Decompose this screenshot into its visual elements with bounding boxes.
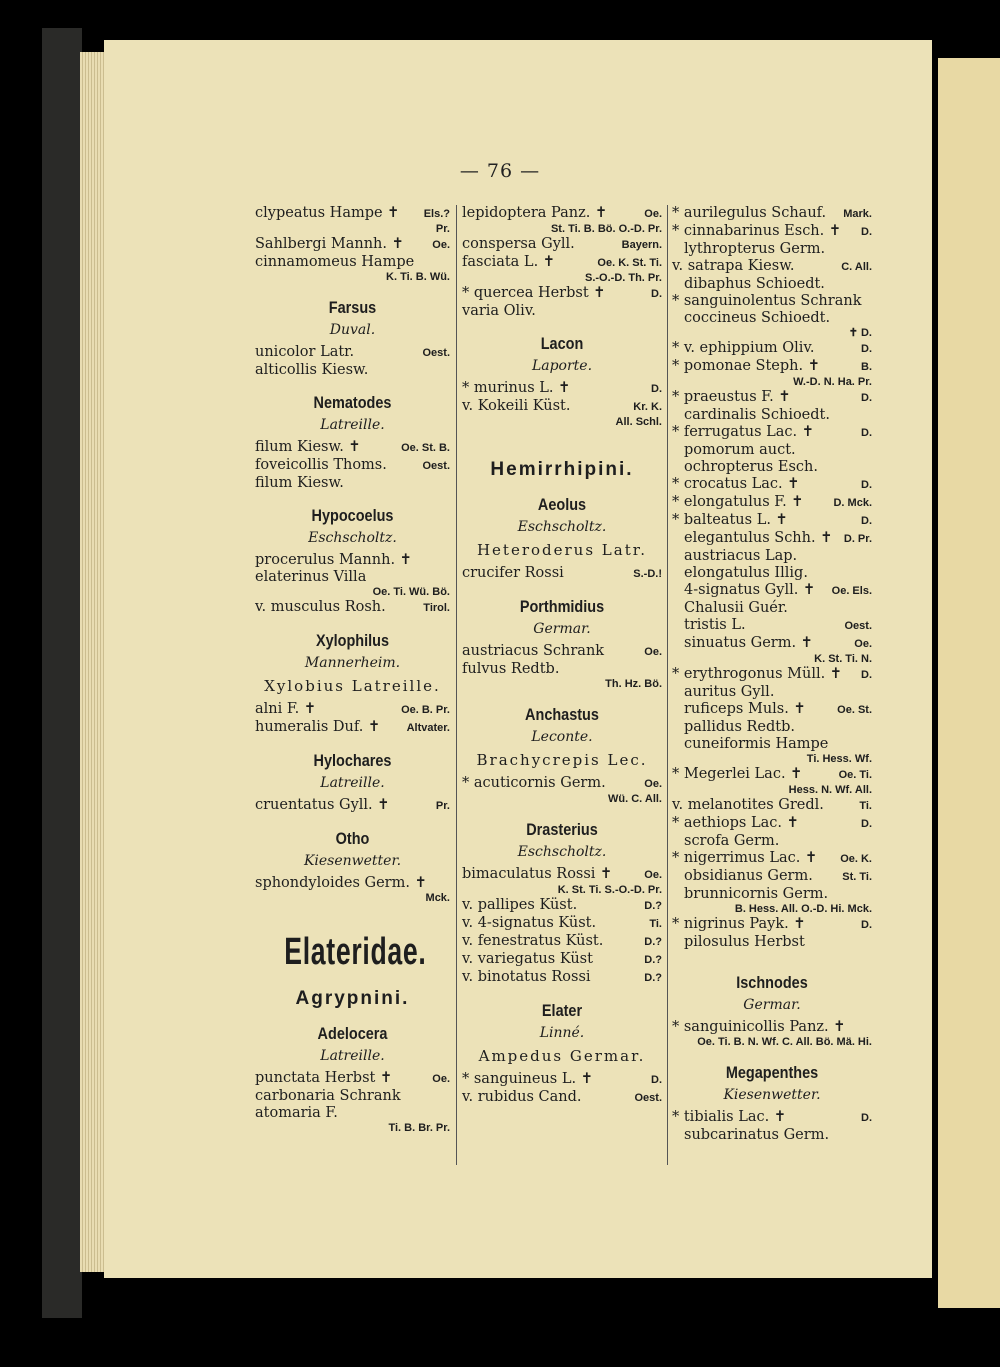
distribution: Ti.	[649, 918, 662, 930]
column-2	[462, 205, 662, 1107]
species-list	[255, 552, 450, 617]
genus-heading: Elater	[541, 1001, 583, 1020]
distribution: Oest.	[844, 620, 872, 632]
genus-synonym: Heteroderus Latr.	[476, 541, 648, 559]
distribution-line: Oe. Ti. B. N. Wf. C. All. Bö. Mä. Hi.	[697, 1036, 872, 1048]
species-name: lythropterus Germ.	[684, 241, 826, 257]
genus-author: Linné.	[539, 1025, 585, 1041]
species-entry	[672, 916, 872, 934]
species-entry	[672, 815, 872, 833]
species-entry	[255, 719, 450, 737]
column-rule	[667, 205, 668, 1165]
species-name: * v. ephippium Oliv.	[672, 340, 815, 356]
distribution: Ti.	[859, 800, 872, 812]
species-name: elongatulus Illig.	[684, 565, 808, 581]
species-entry	[672, 1019, 872, 1036]
species-name: cinnamomeus Hampe	[255, 254, 415, 270]
species-name: v. 4-signatus Küst.	[462, 915, 597, 931]
species-name: foveicollis Thoms.	[255, 457, 387, 473]
species-name: fulvus Redtb.	[462, 661, 560, 677]
species-name: * crocatus Lac. ✝	[672, 476, 800, 492]
species-name: * nigrinus Payk. ✝	[672, 916, 806, 932]
species-entry	[672, 548, 872, 565]
species-name: procerulus Mannh. ✝	[255, 552, 412, 568]
species-entry	[462, 933, 662, 951]
distribution-line: B. Hess. All. O.-D. Hi. Mck.	[734, 903, 872, 915]
species-name: obsidianus Germ.	[684, 868, 813, 884]
species-entry	[255, 1070, 450, 1088]
species-name: clypeatus Hampe ✝	[255, 205, 400, 221]
species-list	[672, 1019, 872, 1049]
distribution-line: K. St. Ti. S.-O.-D. Pr.	[557, 884, 662, 896]
species-name: subcarinatus Germ.	[684, 1127, 830, 1143]
genus-author: Latreille.	[320, 1048, 385, 1064]
distribution: Oest.	[634, 1092, 662, 1104]
distribution: Oe. B. Pr.	[401, 704, 450, 716]
species-name: ruficeps Muls. ✝	[684, 701, 806, 717]
species-name: filum Kiesw.	[255, 475, 344, 491]
species-name: * cinnabarinus Esch. ✝	[672, 223, 842, 239]
species-list	[462, 380, 662, 429]
species-entry	[462, 205, 662, 223]
species-entry	[462, 866, 662, 884]
distribution: D.	[861, 515, 872, 527]
genus-heading: Farsus	[328, 298, 377, 317]
species-name: cruentatus Gyll. ✝	[255, 797, 390, 813]
species-entry	[462, 380, 662, 398]
species-name: v. Kokeili Küst.	[462, 398, 571, 414]
species-entry	[672, 635, 872, 653]
distribution: Oe. St.	[837, 704, 872, 716]
species-entry	[255, 439, 450, 457]
distribution: D.	[651, 383, 662, 395]
species-list	[255, 439, 450, 492]
species-entry	[672, 565, 872, 582]
species-entry	[672, 310, 872, 327]
species-entry	[255, 236, 450, 254]
genus-heading: Adelocera	[317, 1024, 388, 1043]
distribution: D. Pr.	[843, 533, 872, 545]
species-entry	[672, 241, 872, 258]
distribution: Mark.	[843, 208, 872, 220]
genus-author: Duval.	[329, 322, 376, 338]
species-name: v. melanotites Gredl.	[672, 797, 824, 813]
species-entry	[672, 512, 872, 530]
distribution: C. All.	[841, 261, 872, 273]
genus-heading: Porthmidius	[519, 597, 605, 616]
species-name: v. rubidus Cand.	[462, 1089, 582, 1105]
distribution: D.?	[644, 900, 662, 912]
species-entry	[672, 442, 872, 459]
species-entry	[672, 223, 872, 241]
species-name: * aethiops Lac. ✝	[672, 815, 799, 831]
species-entry	[462, 1089, 662, 1107]
distribution: D.	[651, 1074, 662, 1086]
distribution: D.	[861, 818, 872, 830]
distribution-line: Oe. Ti. Wü. Bö.	[372, 586, 450, 598]
distribution: Oe. Ti.	[838, 769, 872, 781]
species-name: v. variegatus Küst	[462, 951, 593, 967]
species-name: * nigerrimus Lac. ✝	[672, 850, 818, 866]
species-name: 4-signatus Gyll. ✝	[684, 582, 816, 598]
species-entry	[672, 205, 872, 223]
distribution-line: Wü. C. All.	[608, 793, 662, 805]
species-entry	[255, 475, 450, 492]
page-number: — 76 —	[459, 160, 541, 182]
distribution-line: W.-D. N. Ha. Pr.	[793, 376, 872, 388]
distribution: D.?	[644, 936, 662, 948]
species-entry	[462, 303, 662, 320]
species-name: v. fenestratus Küst.	[462, 933, 604, 949]
distribution: D. Mck.	[833, 497, 872, 509]
distribution: Pr.	[435, 800, 450, 812]
distribution-line: St. Ti. B. Bö. O.-D. Pr.	[550, 223, 662, 235]
distribution: D.	[861, 1112, 872, 1124]
genus-heading: Ischnodes	[736, 973, 808, 992]
distribution: B.	[861, 361, 872, 373]
distribution: D.	[861, 479, 872, 491]
distribution: Kr. K.	[633, 401, 662, 413]
species-name: elegantulus Schh. ✝	[684, 530, 833, 546]
species-name: varia Oliv.	[462, 303, 536, 319]
species-list	[462, 565, 662, 583]
species-name: punctata Herbst ✝	[255, 1070, 393, 1086]
distribution-line: K. St. Ti. N.	[814, 653, 872, 665]
genus-synonym: Ampedus Germar.	[478, 1047, 646, 1065]
species-name: * balteatus L. ✝	[672, 512, 788, 528]
distribution: Oe.	[432, 1073, 450, 1085]
species-entry	[672, 476, 872, 494]
species-entry	[672, 850, 872, 868]
genus-author: Eschscholtz.	[308, 530, 397, 546]
distribution: Bayern.	[621, 239, 662, 251]
species-name: elaterinus Villa	[255, 569, 367, 585]
distribution: Oe.	[644, 208, 662, 220]
species-entry	[672, 868, 872, 886]
distribution: Tirol.	[423, 602, 450, 614]
species-name: pilosulus Herbst	[684, 934, 805, 950]
species-entry	[255, 797, 450, 815]
genus-heading: Drasterius	[526, 820, 598, 839]
species-name: fasciata L. ✝	[462, 254, 555, 270]
species-name: atomaria F.	[255, 1105, 338, 1121]
species-entry	[672, 617, 872, 635]
distribution: Altvater.	[406, 722, 450, 734]
distribution: D.	[861, 919, 872, 931]
species-name: coccineus Schioedt.	[684, 310, 831, 326]
distribution: Oe. St. B.	[401, 442, 450, 454]
genus-synonym: Brachycrepis Lec.	[476, 751, 648, 769]
species-entry	[255, 569, 450, 586]
species-entry	[462, 775, 662, 793]
species-entry	[672, 276, 872, 293]
species-name: pallidus Redtb.	[684, 719, 796, 735]
species-name: * tibialis Lac. ✝	[672, 1109, 786, 1125]
species-entry	[672, 424, 872, 442]
species-entry	[462, 897, 662, 915]
species-entry	[672, 293, 872, 310]
species-name: carbonaria Schrank	[255, 1088, 401, 1104]
species-entry	[672, 886, 872, 903]
species-name: cuneiformis Hampe	[684, 736, 829, 752]
distribution: Oe. K.	[840, 853, 872, 865]
species-entry	[672, 701, 872, 719]
species-name: dibaphus Schioedt.	[684, 276, 825, 292]
species-list	[255, 344, 450, 379]
species-list	[462, 775, 662, 806]
distribution: D.	[861, 669, 872, 681]
species-name: * pomonae Steph. ✝	[672, 358, 820, 374]
species-entry	[672, 358, 872, 376]
species-entry	[672, 258, 872, 276]
species-name: bimaculatus Rossi ✝	[462, 866, 613, 882]
species-name: * sanguinolentus Schrank	[672, 293, 862, 309]
species-name: conspersa Gyll.	[462, 236, 575, 252]
species-list	[255, 205, 450, 284]
distribution: D.	[651, 288, 662, 300]
species-name: * acuticornis Germ.	[462, 775, 606, 791]
species-entry	[255, 205, 450, 223]
species-list	[462, 205, 662, 320]
species-entry	[255, 1105, 450, 1122]
species-entry	[672, 389, 872, 407]
species-entry	[672, 1109, 872, 1127]
distribution-line: Ti. B. Br. Pr.	[388, 1122, 450, 1134]
species-name: v. binotatus Rossi	[462, 969, 591, 985]
species-name: * aurilegulus Schauf.	[672, 205, 827, 221]
species-name: Chalusii Guér.	[684, 600, 788, 616]
species-name: brunnicornis Germ.	[684, 886, 829, 902]
species-entry	[672, 766, 872, 784]
species-entry	[462, 285, 662, 303]
species-entry	[672, 459, 872, 476]
species-name: cardinalis Schioedt.	[684, 407, 830, 423]
distribution-line: Ti. Hess. Wf.	[806, 753, 872, 765]
species-entry	[672, 407, 872, 424]
species-list	[672, 205, 872, 951]
genus-author: Eschscholtz.	[517, 519, 607, 535]
distribution: D.?	[644, 972, 662, 984]
genus-heading: Lacon	[540, 334, 584, 353]
genus-author: Mannerheim.	[304, 655, 401, 671]
distribution: Oe.	[644, 869, 662, 881]
species-name: ochropterus Esch.	[684, 459, 818, 475]
species-list	[255, 1070, 450, 1135]
distribution: D.	[861, 427, 872, 439]
genus-heading: Aeolus	[537, 495, 587, 514]
genus-author: Laporte.	[531, 358, 593, 374]
species-entry	[255, 362, 450, 379]
species-name: sinuatus Germ. ✝	[684, 635, 813, 651]
distribution-line: Hess. N. Wf. All.	[788, 784, 872, 796]
distribution: Oe. Els.	[831, 585, 872, 597]
species-list	[255, 797, 450, 815]
facing-page	[938, 58, 1000, 1308]
distribution-line: S.-O.-D. Th. Pr.	[584, 272, 662, 284]
distribution: D.	[861, 226, 872, 238]
distribution: D.?	[644, 954, 662, 966]
genus-author: Latreille.	[320, 417, 385, 433]
species-name: v. pallipes Küst.	[462, 897, 578, 913]
species-name: * murinus L. ✝	[462, 380, 571, 396]
distribution: S.-D.!	[633, 568, 662, 580]
distribution-line: Mck.	[425, 892, 450, 904]
column-1	[255, 205, 450, 1135]
species-entry	[462, 915, 662, 933]
species-name: auritus Gyll.	[684, 684, 775, 700]
species-name: Sahlbergi Mannh. ✝	[255, 236, 404, 252]
family-heading: Elateridae.	[284, 931, 427, 973]
species-name: * sanguineus L. ✝	[462, 1071, 593, 1087]
species-name: austriacus Lap.	[684, 548, 798, 564]
species-list	[255, 875, 450, 905]
species-entry	[672, 340, 872, 358]
species-entry	[255, 1088, 450, 1105]
distribution: Oe.	[854, 638, 872, 650]
genus-heading: Hylochares	[313, 751, 392, 770]
species-entry	[672, 833, 872, 850]
genus-author: Eschscholtz.	[517, 844, 607, 860]
species-name: humeralis Duf. ✝	[255, 719, 381, 735]
distribution: Oest.	[422, 460, 450, 472]
species-entry	[672, 582, 872, 600]
species-entry	[255, 875, 450, 892]
distribution-line: ✝ D.	[848, 327, 872, 339]
species-entry	[462, 969, 662, 987]
species-entry	[255, 344, 450, 362]
tribe-heading: Hemirrhipini.	[490, 459, 634, 480]
species-entry	[672, 934, 872, 951]
species-list	[672, 1109, 872, 1144]
species-entry	[672, 1127, 872, 1144]
species-name: * Megerlei Lac. ✝	[672, 766, 803, 782]
distribution: Oest.	[422, 347, 450, 359]
species-entry	[672, 797, 872, 815]
genus-author: Latreille.	[320, 775, 385, 791]
distribution: D.	[861, 343, 872, 355]
species-list	[462, 643, 662, 691]
species-list	[255, 701, 450, 737]
species-name: * ferrugatus Lac. ✝	[672, 424, 814, 440]
column-3	[672, 205, 872, 1144]
species-entry	[672, 736, 872, 753]
column-rule	[456, 205, 457, 1165]
genus-heading: Hypocoelus	[311, 506, 394, 525]
species-entry	[462, 236, 662, 254]
species-entry	[672, 530, 872, 548]
species-entry	[672, 600, 872, 617]
species-entry	[462, 565, 662, 583]
species-name: * sanguinicollis Panz. ✝	[672, 1019, 846, 1035]
species-name: unicolor Latr.	[255, 344, 355, 360]
species-entry	[255, 701, 450, 719]
species-name: v. satrapa Kiesw.	[672, 258, 795, 274]
distribution: Els.?	[423, 208, 450, 220]
species-entry	[462, 661, 662, 678]
distribution: Oe. K. St. Ti.	[597, 257, 662, 269]
distribution: D.	[861, 392, 872, 404]
species-entry	[672, 666, 872, 684]
species-name: * praeustus F. ✝	[672, 389, 791, 405]
distribution: Oe.	[644, 646, 662, 658]
species-name: alticollis Kiesw.	[255, 362, 369, 378]
species-name: lepidoptera Panz. ✝	[462, 205, 608, 221]
species-entry	[462, 398, 662, 416]
species-entry	[462, 951, 662, 969]
species-name: * erythrogonus Müll. ✝	[672, 666, 842, 682]
genus-author: Kiesenwetter.	[723, 1087, 821, 1103]
species-name: * quercea Herbst ✝	[462, 285, 606, 301]
species-name: tristis L.	[684, 617, 746, 633]
species-entry	[255, 599, 450, 617]
species-name: sphondyloides Germ. ✝	[255, 875, 427, 891]
species-entry	[255, 254, 450, 271]
species-entry	[672, 684, 872, 701]
species-entry	[462, 254, 662, 272]
genus-author: Germar.	[743, 997, 801, 1013]
distribution: Oe.	[432, 239, 450, 251]
genus-heading: Nematodes	[313, 393, 392, 412]
book-cover	[42, 28, 82, 1318]
species-entry	[672, 719, 872, 736]
page-edges	[80, 52, 106, 1272]
species-list	[462, 1071, 662, 1107]
species-name: crucifer Rossi	[462, 565, 564, 581]
tribe-heading: Agrypnini.	[295, 988, 410, 1009]
species-entry	[462, 1071, 662, 1089]
genus-heading: Otho	[335, 829, 370, 848]
distribution-line: Pr.	[435, 223, 450, 235]
species-entry	[255, 457, 450, 475]
distribution-line: All. Schl.	[615, 416, 662, 428]
species-name: austriacus Schrank	[462, 643, 605, 659]
species-name: alni F. ✝	[255, 701, 317, 717]
species-name: pomorum auct.	[684, 442, 796, 458]
genus-heading: Anchastus	[525, 705, 599, 724]
distribution-line: Th. Hz. Bö.	[605, 678, 662, 690]
species-name: * elongatulus F. ✝	[672, 494, 804, 510]
genus-heading: Xylophilus	[315, 631, 390, 650]
genus-author: Kiesenwetter.	[303, 853, 402, 869]
distribution: Oe.	[644, 778, 662, 790]
genus-synonym: Xylobius Latreille.	[264, 677, 441, 695]
species-name: v. musculus Rosh.	[255, 599, 386, 615]
species-entry	[255, 552, 450, 569]
distribution-line: K. Ti. B. Wü.	[386, 271, 450, 283]
genus-author: Germar.	[533, 621, 591, 637]
genus-author: Leconte.	[531, 729, 593, 745]
genus-heading: Megapenthes	[725, 1063, 819, 1082]
species-list	[462, 866, 662, 987]
species-entry	[462, 643, 662, 661]
species-entry	[672, 494, 872, 512]
distribution: St. Ti.	[842, 871, 872, 883]
species-name: scrofa Germ.	[684, 833, 780, 849]
species-name: filum Kiesw. ✝	[255, 439, 361, 455]
